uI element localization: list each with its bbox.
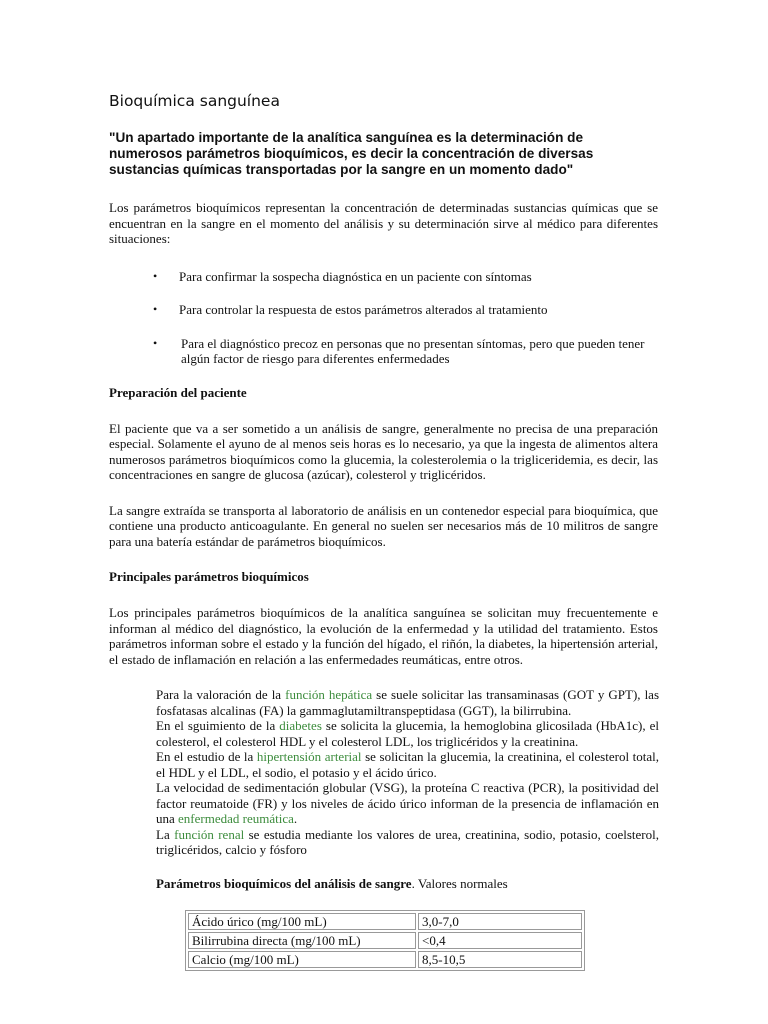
list-item	[109, 302, 658, 318]
indented-text: Para la valoración de la	[156, 687, 286, 702]
page-title: Bioquímica sanguínea	[109, 92, 280, 110]
lead-quote: "Un apartado importante de la analítica sanguínea es la determinación de numerosos parámetros bioquímicos, es decir la concentración de diversas sustancias químicas transportadas por la sangre en un momento dado"	[109, 130, 594, 177]
indented-paragraph	[156, 827, 659, 858]
indented-text: se estudia mediante los valores de urea, creatinina, sodio, potasio, coelsterol, triglicéridos, calcio y fósforo	[156, 826, 659, 857]
link-funcion-hepatica[interactable]: función hepática	[285, 687, 373, 702]
list-item	[109, 269, 658, 285]
indented-text: se solicitan la glucemia, la creatinina, el colesterol total, el HDL y el LDL, el sodio, el potasio y el ácido úrico.	[156, 749, 659, 780]
intro-paragraph: Los parámetros bioquímicos representan la concentración de determinadas sustancias químicas que se encuentran en la sangre en el momento del análisis y su determinación sirve al médico para diferentes situaciones:	[109, 200, 658, 246]
table-cell-parameter: Bilirrubina directa (mg/100 mL)	[188, 932, 416, 949]
bullet-icon: •	[153, 302, 158, 316]
bullet-icon: •	[153, 335, 158, 350]
table-cell-value: 8,5-10,5	[418, 951, 582, 968]
table-row	[188, 951, 582, 968]
link-enfermedad-reumatica[interactable]: enfermedad reumática	[178, 811, 294, 826]
table-cell-value: <0,4	[418, 932, 582, 949]
indented-text: se solicita la glucemia, la hemoglobina glicosilada (HbA1c), el colesterol, el colesterol HDL y el colesterol LDL, los triglicéridos y la creatinina.	[156, 718, 659, 749]
bullet-icon: •	[153, 268, 158, 283]
values-table	[185, 910, 585, 971]
preparation-paragraph-2: La sangre extraída se transporta al laboratorio de análisis en un contenedor especial para bioquímica, que contiene una producto anticoagulante. En general no suelen ser necesarios más de 10 militros de sangre para una batería estándar de parámetros bioquímicos.	[109, 502, 658, 549]
table-caption-bold: Parámetros bioquímicos del análisis de sangre	[156, 875, 412, 891]
table-caption-rest: . Valores normales	[411, 875, 508, 891]
link-hipertension-arterial[interactable]: hipertensión arterial	[256, 749, 362, 764]
document-page	[109, 92, 658, 971]
list-item-text: Para confirmar la sospecha diagnóstica en un paciente con síntomas	[179, 268, 532, 284]
parameters-paragraph: Los principales parámetros bioquímicos de la analítica sanguínea se solicitan muy frecuentemente e informan al médico del diagnóstico, la evolución de la enfermedad y la utilidad del tratamiento. Estos parámetros informan sobre el estado y la función del hígado, el riñón, la diabetes, la hipertensión arterial, el estado de inflamación en relación a las enfermedades reumáticas, entre otros.	[109, 605, 658, 667]
table-cell-value: 3,0-7,0	[418, 913, 582, 930]
section-heading-preparation: Preparación del paciente	[109, 384, 247, 400]
indented-text: .	[293, 811, 298, 826]
list-item	[109, 336, 658, 367]
section-heading-parameters: Principales parámetros bioquímicos	[109, 569, 309, 584]
indented-paragraph	[156, 749, 659, 780]
indented-paragraph	[156, 718, 659, 749]
purpose-list	[109, 269, 658, 367]
indented-text: En el sguimiento de la	[156, 718, 280, 733]
preparation-paragraph-1: El paciente que va a ser sometido a un análisis de sangre, generalmente no precisa de una preparación especial. Solamente el ayuno de al menos seis horas es lo necesario, ya que la ingesta de alimentos altera numerosos parámetros bioquímicos como la glucemia, la colesterolemia o la trigliceridemia, es decir, las concentraciones en sangre de glucosa (azúcar), colesterol y triglicéridos.	[109, 420, 658, 482]
table-cell-parameter: Calcio (mg/100 mL)	[188, 951, 416, 968]
list-item-text: Para el diagnóstico precoz en personas que no presentan síntomas, pero que pueden tener algún factor de riesgo para diferentes enfermedades	[181, 335, 645, 366]
table-cell-parameter: Ácido úrico (mg/100 mL)	[188, 913, 416, 930]
link-diabetes[interactable]: diabetes	[279, 718, 322, 733]
indented-text: La	[156, 826, 175, 842]
indented-block	[156, 687, 659, 858]
indented-text: se suele solicitar las transaminasas (GOT y GPT), las fosfatasas alcalinas (FA) la gammaglutamiltranspeptidasa (GGT), la bilirrubina.	[156, 687, 660, 718]
table-caption	[156, 876, 658, 892]
indented-paragraph	[156, 780, 659, 827]
table-row	[188, 913, 582, 930]
indented-text: La velocidad de sedimentación globular (VSG), la proteína C reactiva (PCR), la positividad del factor reumatoide (FR) y los niveles de ácido úrico informan de la presencia de inflamación en una	[156, 780, 659, 826]
indented-paragraph	[156, 687, 659, 718]
list-item-text: Para controlar la respuesta de estos parámetros alterados al tratamiento	[179, 302, 548, 317]
link-funcion-renal[interactable]: función renal	[174, 826, 245, 842]
table-row	[188, 932, 582, 949]
indented-text: En el estudio de la	[156, 749, 257, 764]
